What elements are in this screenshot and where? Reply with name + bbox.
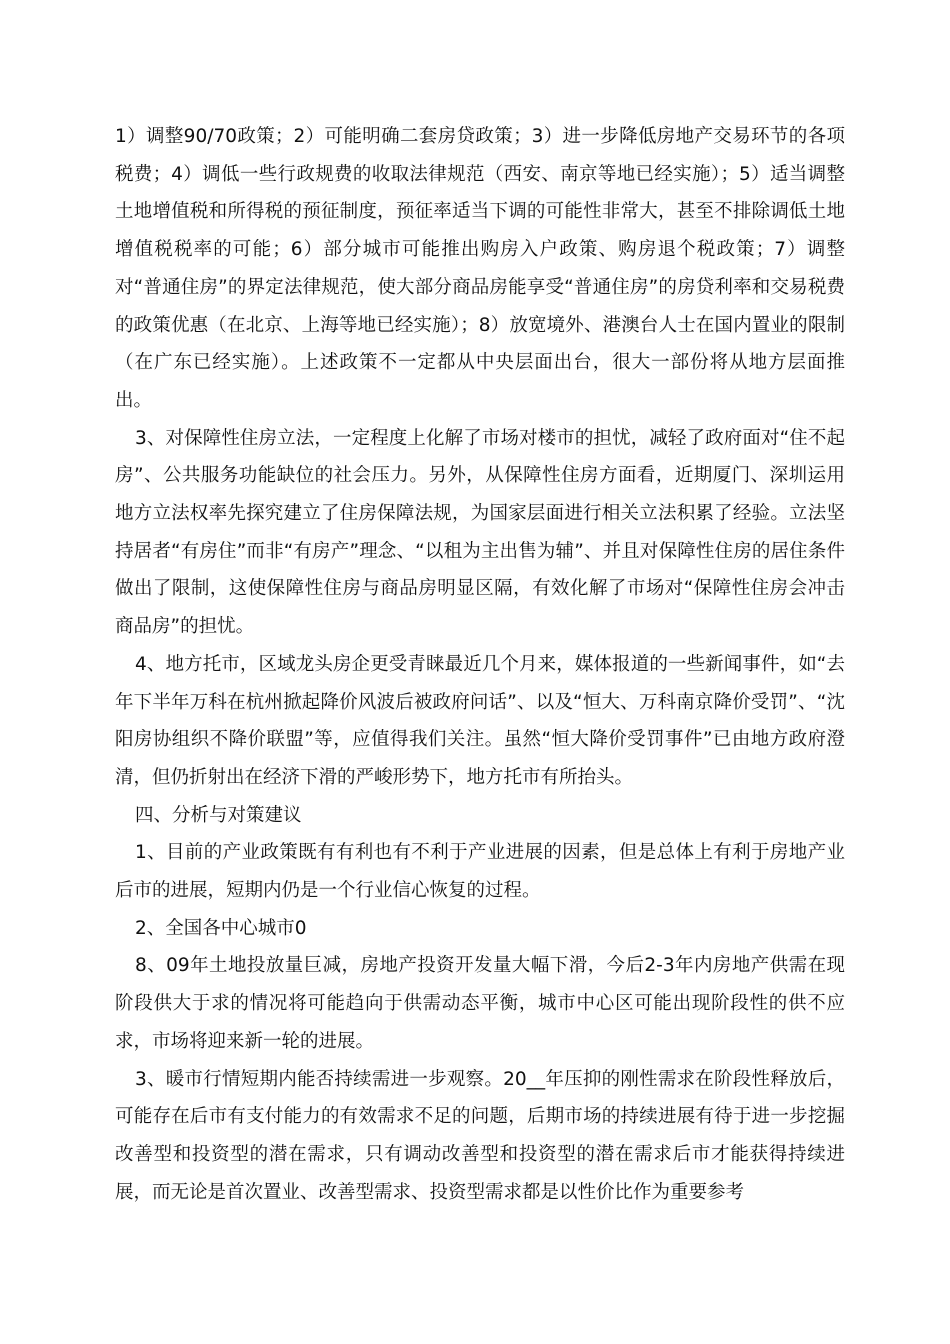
paragraph-policy-list: 1）调整90/70政策；2）可能明确二套房贷政策；3）进一步降低房地产交易环节的各项税费；4）调低一些行政规费的收取法律规范（西安、南京等地已经实施）；5）适当调整土地增值税和所得税的预征制度，预征率适当下调的可能性非常大，甚至不排除调低土地增值税税率的可能；6）部分城市可能推出购房入户政策、购房退个税政策；7）调整对“普通住房”的界定法律规范，使大部分商品房能享受“普通住房”的房贷利率和交易税费的政策优惠（在北京、上海等地已经实施）；8）放宽境外、港澳台人士在国内置业的限制（在广东已经实施）。上述政策不一定都从中央层面出台，很大一部份将从地方层面推出。 bbox=[115, 126, 845, 411]
paragraph-housing-legislation: 3、对保障性住房立法，一定程度上化解了市场对楼市的担忧，减轻了政府面对“住不起房”、公共服务功能缺位的社会压力。另外，从保障性住房方面看，近期厦门、深圳运用地方立法权率先探究建立了住房保障法规，为国家层面进行相关立法积累了经验。立法坚持居者“有房住”而非“有房产”理念、“以租为主出售为辅”、并且对保障性住房的居住条件做出了限制，这使保障性住房与商品房明显区隔，有效化解了市场对“保障性住房会冲击商品房”的担忧。 bbox=[115, 427, 845, 638]
document-body bbox=[115, 118, 845, 1211]
paragraph-local-market-support: 4、地方托市，区域龙头房企更受青睐最近几个月来，媒体报道的一些新闻事件，如“去年下半年万科在杭州掀起降价风波后被政府问话”、以及“恒大、万科南京降价受罚”、“沈阳房协组织不降价联盟”等，应值得我们关注。虽然“恒大降价受罚事件”已由地方政府澄清，但仍折射出在经济下滑的严峻形势下，地方托市有所抬头。 bbox=[115, 653, 845, 788]
paragraph-industry-policy: 1、目前的产业政策既有有利也有不利于产业进展的因素，但是总体上有利于房地产业后市的进展，短期内仍是一个行业信心恢复的过程。 bbox=[115, 842, 845, 902]
paragraph-market-outlook: 3、暖市行情短期内能否持续需进一步观察。20__年压抑的刚性需求在阶段性释放后，可能存在后市有支付能力的有效需求不足的问题，后期市场的持续进展有待于进一步挖掘改善型和投资型的潜在需求，只有调动改善型和投资型的潜在需求后市才能获得持续进展，而无论是首次置业、改善型需求、投资型需求都是以性价比作为重要参考 bbox=[115, 1068, 845, 1203]
section-heading-analysis: 四、分析与对策建议 bbox=[135, 804, 302, 826]
paragraph-land-supply: 8、09年土地投放量巨减，房地产投资开发量大幅下滑，今后2-3年内房地产供需在现阶段供大于求的情况将可能趋向于供需动态平衡，城市中心区可能出现阶段性的供不应求，市场将迎来新一轮的进展。 bbox=[115, 955, 845, 1052]
paragraph-central-cities: 2、全国各中心城市0 bbox=[135, 917, 307, 939]
